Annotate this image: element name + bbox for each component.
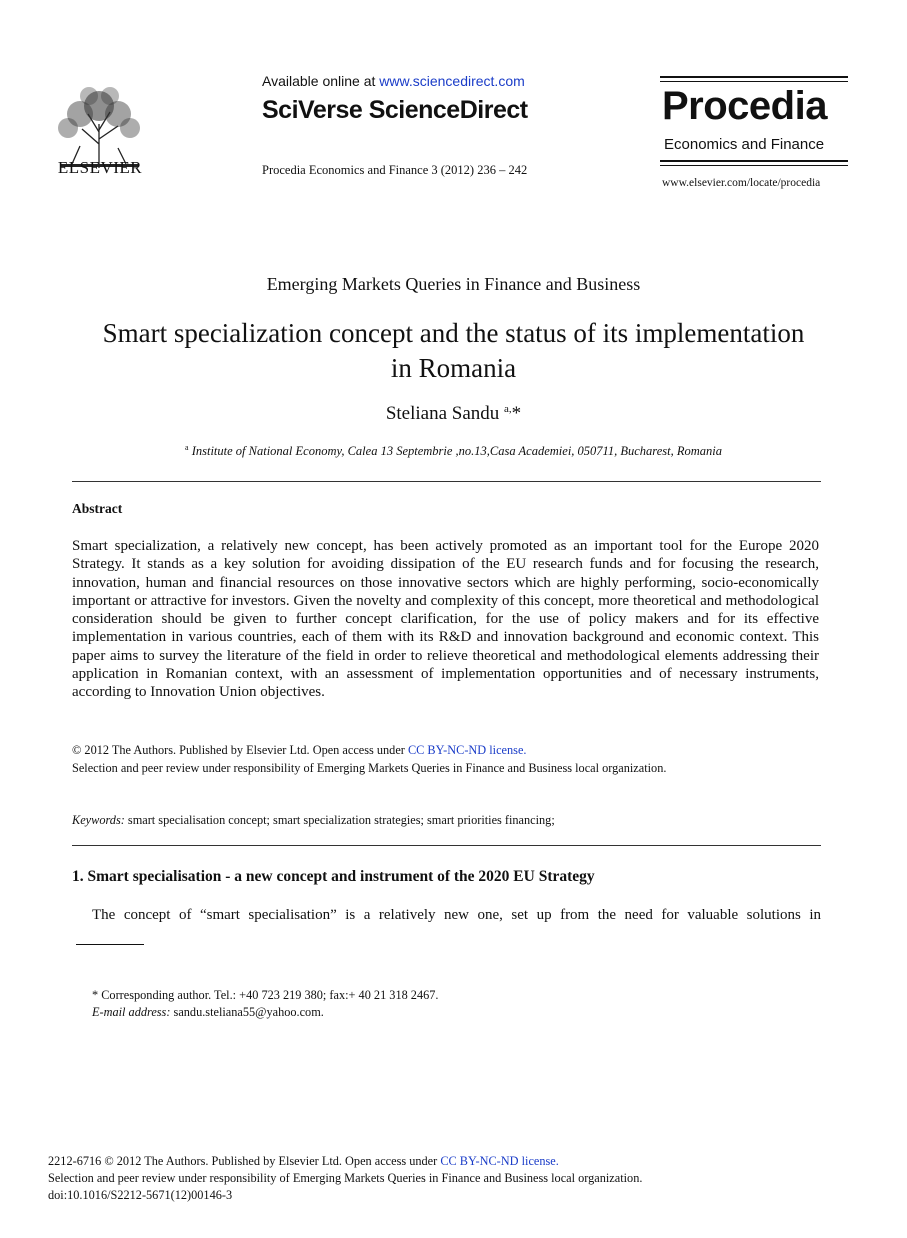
procedia-rule [660, 81, 848, 82]
author-affiliation: $^a$ Institute of National Economy, Calea 13 Septembrie ,no.13,Casa Academiei, 050711, Bucharest, Romania [185, 443, 722, 458]
author-name: Steliana Sandu $^{a,}$* [385, 403, 522, 424]
body-paragraph: The concept of “smart specialisation” is a relatively new one, set up from the need for valuable solutions in [92, 907, 821, 923]
email-note: E-mail address: sandu.steliana55@yahoo.com. [92, 1005, 324, 1019]
section-divider [72, 481, 821, 482]
sciverse-logo: SciVerse ScienceDirect [262, 96, 528, 124]
footnote-rule [76, 944, 144, 945]
procedia-rule [660, 76, 848, 78]
corresponding-star: * [511, 403, 522, 424]
elsevier-wordmark: ELSEVIER [57, 158, 143, 177]
section-divider [72, 845, 821, 846]
conference-name: Emerging Markets Queries in Finance and Business [266, 274, 641, 294]
title-line: Smart specialization concept and the status of its implementation [102, 318, 805, 348]
keywords: Keywords: smart specialisation concept; smart specialization strategies; smart priorities financing; [72, 813, 555, 827]
footer-copyright: 2212-6716 © 2012 The Authors. Published by Elsevier Ltd. Open access under CC BY-NC-ND license. [48, 1154, 559, 1168]
available-online: Available online at www.sciencedirect.com [262, 73, 525, 89]
footer-license-link[interactable]: CC BY-NC-ND license. [440, 1154, 559, 1168]
email-address[interactable]: sandu.steliana55@yahoo.com. [170, 1005, 324, 1019]
footer-doi[interactable]: doi:10.1016/S2212-5671(12)00146-3 [48, 1188, 233, 1202]
journal-url-link[interactable]: www.elsevier.com/locate/procedia [662, 177, 821, 189]
procedia-subtitle: Economics and Finance [664, 136, 825, 153]
procedia-rule [660, 160, 848, 162]
abstract-text: Smart specialization, a relatively new concept, has been actively promoted as an important tool for the Europe 2020 Strategy. It stands as a key solution for avoiding dissipation of the EU research funds and for focusing the research, innovation, human and financial resources on those innovative sectors which are highly performing, socio-economically important or attractive for investors. Given the novelty and complexity of this concept, more theoretical and methodological consideration should be given to further concept clarification, for the use of policy makers and for its effective implementation in various countries, each of them with its R&D and innovation background and economic context. This paper aims to survey the literature of the field in order to relieve theoretical and methodological elements addressing their application in Romanian context, with an assessment of implementation opportunities and of necessary instruments, according to Innovation Union objectives. [72, 538, 819, 701]
footer-review-note: Selection and peer review under responsibility of Emerging Markets Queries in Finance and Business local organization. [48, 1171, 643, 1185]
paper-title [60, 316, 847, 386]
author-affiliation-mark: a, [504, 403, 512, 415]
procedia-logo: Procedia [662, 84, 827, 128]
journal-citation: Procedia Economics and Finance 3 (2012) 236 – 242 [262, 163, 528, 177]
abstract-heading: Abstract [72, 501, 123, 516]
copyright-notice: © 2012 The Authors. Published by Elsevier Ltd. Open access under CC BY-NC-ND license. Selection and peer review under responsibility of Emerging Markets Queries in Finance and Business local organization. [72, 743, 667, 775]
license-link[interactable]: CC BY-NC-ND license. [407, 743, 527, 757]
procedia-rule [660, 165, 848, 166]
sciencedirect-link[interactable]: www.sciencedirect.com [379, 73, 525, 89]
title-line: in Romania [390, 353, 517, 383]
corresponding-author-note: * Corresponding author. Tel.: +40 723 219 380; fax:+ 40 21 318 2467. [92, 988, 439, 1002]
section-heading: 1. Smart specialisation - a new concept and instrument of the 2020 EU Strategy [72, 868, 595, 885]
